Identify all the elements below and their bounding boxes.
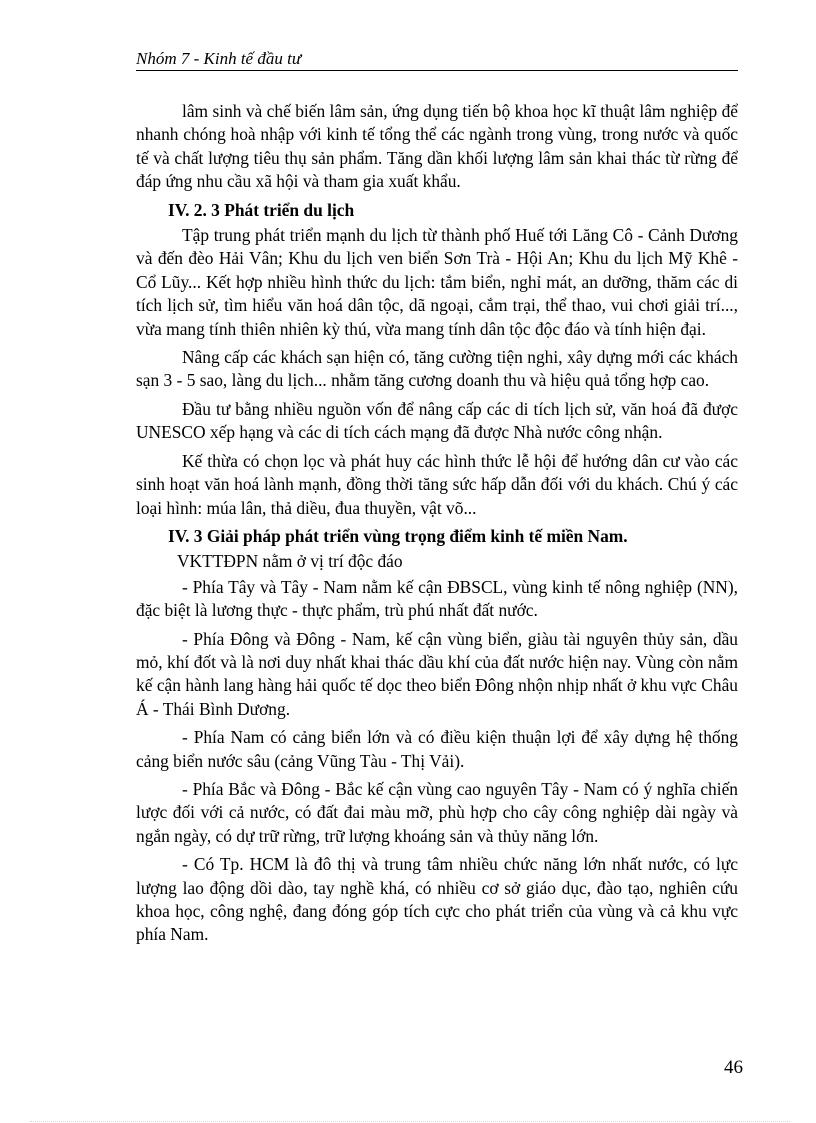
list-item: - Phía Bắc và Đông - Bắc kế cận vùng cao nguyên Tây - Nam có ý nghĩa chiến lược đối với cả nước, có đất đai màu mỡ, phù hợp cho cây công nghiệp dài ngày và ngắn ngày, có dự trữ rừng, trữ lượng khoáng sản và thủy năng lớn.: [136, 778, 738, 846]
paragraph: lâm sinh và chế biến lâm sản, ứng dụng tiến bộ khoa học kĩ thuật lâm nghiệp để nhanh chóng hoà nhập với kinh tế tổng thể các ngành trong vùng, trong nước và quốc tế và chất lượng tiêu thụ sản phẩm. Tăng dần khối lượng lâm sản khai thác từ rừng để đáp ứng nhu cầu xã hội và tham gia xuất khẩu.: [136, 101, 738, 192]
paragraph: VKTTĐPN nằm ở vị trí độc đáo: [177, 551, 403, 572]
list-item: - Phía Đông và Đông - Nam, kế cận vùng biển, giàu tài nguyên thủy sản, dầu mỏ, khí đốt và là nơi duy nhất khai thác dầu khí của đất nước hiện nay. Vùng còn nằm kế cận hành lang hàng hải quốc tế dọc theo biển Đông nhộn nhịp nhất ở khu vực Châu Á - Thái Bình Dương.: [136, 628, 738, 719]
section-heading: IV. 2. 3 Phát triển du lịch: [168, 199, 355, 220]
list-item: - Có Tp. HCM là đô thị và trung tâm nhiều chức năng lớn nhất nước, có lực lượng lao động dồi dào, tay nghề khá, có nhiều cơ sở giáo dục, đào tạo, nghiên cứu khoa học, công nghệ, đang đóng góp tích cực cho phát triển của vùng và cả khu vực phía Nam.: [136, 854, 738, 945]
document-body: [136, 100, 738, 952]
page-header: [136, 48, 738, 71]
list-item: - Phía Tây và Tây - Nam nằm kế cận ĐBSCL, vùng kinh tế nông nghiệp (NN), đặc biệt là lương thực - thực phẩm, trù phú nhất đất nước.: [136, 576, 738, 621]
paragraph: Tập trung phát triển mạnh du lịch từ thành phố Huế tới Lăng Cô - Cảnh Dương và đến đèo Hải Vân; Khu du lịch ven biển Sơn Trà - Hội An; Khu du lịch Mỹ Khê - Cổ Lũy... Kết hợp nhiều hình thức du lịch: tắm biển, nghỉ mát, an dưỡng, thăm các di tích lịch sử, tìm hiểu văn hoá dân tộc, dã ngoại, cắm trại, thể thao, vui chơi giải trí..., vừa mang tính thiên nhiên kỳ thú, vừa mang tính dân tộc độc đáo và tính hiện đại.: [136, 225, 738, 339]
paragraph: Nâng cấp các khách sạn hiện có, tăng cường tiện nghi, xây dựng mới các khách sạn 3 - 5 sao, làng du lịch... nhằm tăng cương doanh thu và hiệu quả tổng hợp cao.: [136, 347, 738, 391]
header-title: Nhóm 7 - Kinh tế đầu tư: [136, 49, 302, 68]
section-heading: IV. 3 Giải pháp phát triển vùng trọng điểm kinh tế miền Nam.: [168, 525, 628, 546]
paragraph: Kế thừa có chọn lọc và phát huy các hình thức lễ hội để hướng dân cư vào các sinh hoạt văn hoá lành mạnh, đồng thời tăng sức hấp dẫn đối với du khách. Chú ý các loại hình: múa lân, thả diều, đua thuyền, vật võ...: [136, 450, 738, 518]
page-bottom-divider: [30, 1121, 790, 1122]
page-number: 46: [724, 1057, 743, 1078]
paragraph: Đầu tư bằng nhiều nguồn vốn để nâng cấp các di tích lịch sử, văn hoá đã được UNESCO xếp hạng và các di tích cách mạng đã được Nhà nước công nhận.: [136, 398, 738, 443]
list-item: - Phía Nam có cảng biển lớn và có điều kiện thuận lợi để xây dựng hệ thống cảng biển nước sâu (cảng Vũng Tàu - Thị Vải).: [136, 727, 738, 771]
